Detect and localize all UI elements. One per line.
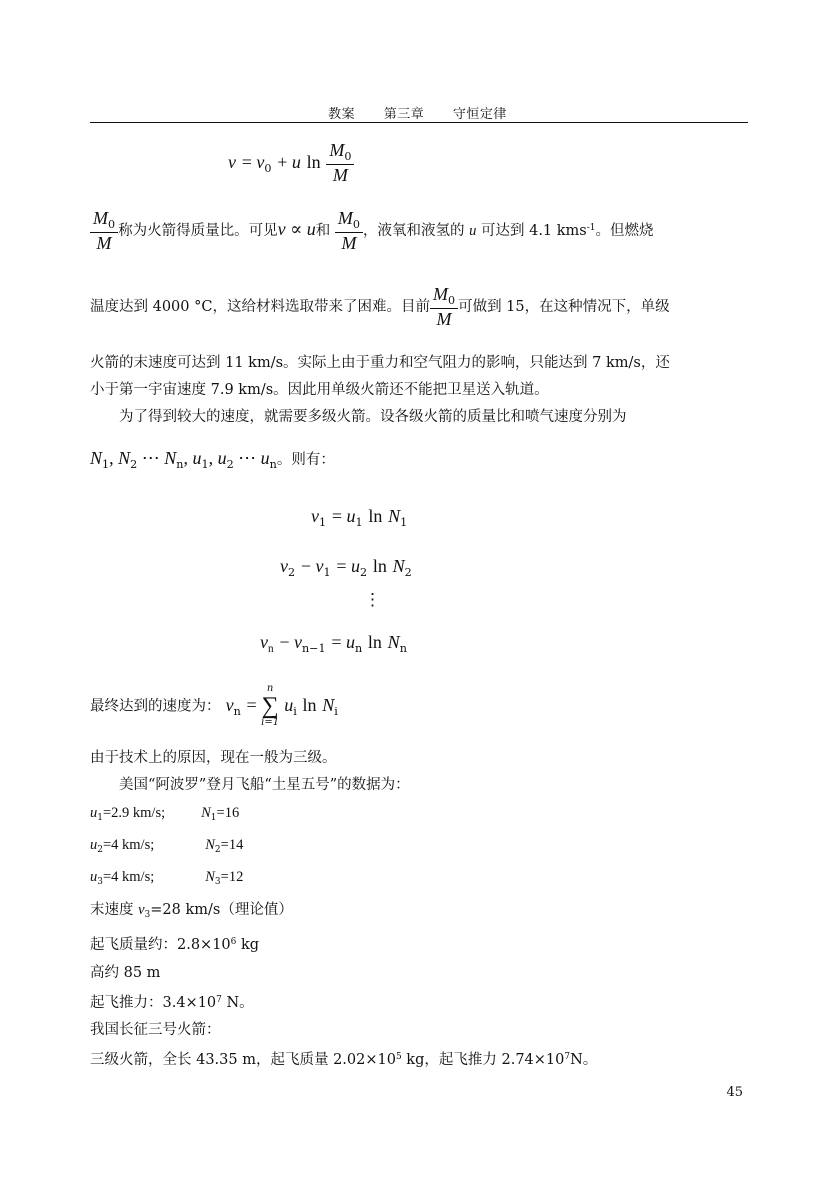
vertical-ellipsis: ⋮ [364, 590, 381, 610]
page-number: 45 [726, 1085, 743, 1100]
apollo-data-block [90, 745, 597, 1075]
data-row: $u_3=4$ km/s; $N_3=12$ [90, 869, 244, 888]
equation-stage-2: $v_2 - v_1 = u_2$ $\ln N_2$ [280, 556, 412, 579]
variables-line: $N_1$, $N_2$ ⋯ $N_n$, $u_1$, $u_2$ ⋯ $u_n$。则有： [90, 448, 335, 471]
text-line: 起飞质量约：$2.8\times 10^6$ kg [90, 937, 260, 954]
text-line: 末速度 $v_3=28$ km/s（理论值） [90, 901, 293, 921]
running-header [0, 103, 835, 122]
mass-ratio-fraction: $\frac{M_0}{M}$ [326, 140, 354, 186]
equation-main: $v = v_0 + u$ ln $\frac{M_0}{M}$ [228, 140, 354, 186]
text-line: 由于技术上的原因，现在一般为三级。 [90, 750, 337, 766]
text-line: 我国长征三号火箭： [90, 1022, 221, 1039]
text-line: 三级火箭，全长 43.35 m，起飞质量 $2.02\times 10^5$ kg，起飞推力 $2.74\times 10^7N$。 [90, 1052, 598, 1069]
text-line: 小于第一宇宙速度 7.9 km/s。因此用单级火箭还不能把卫星送入轨道。 [90, 382, 549, 398]
text-line: 高约 85 m [90, 964, 161, 981]
text-line: 为了得到较大的速度，就需要多级火箭。设各级火箭的质量比和喷气速度分别为 [119, 409, 627, 425]
text-line: 美国“阿波罗”登月飞船“土星五号”的数据为： [119, 777, 410, 794]
text-line-mass-ratio: $\frac{M_0}{M}$ 称为火箭得质量比。可见v ∝ u和 $\frac{M_0}{M}$ ，液氧和液氢的 u 可达到 4.1 kms$^{-1}$。但燃烧 [90, 208, 654, 254]
header-right: 守恒定律 [452, 107, 507, 122]
data-row: $u_2=4$ km/s; $N_2=14$ [90, 837, 244, 856]
text-line-temperature: 温度达到 4000 °C，这给材料选取带来了困难。目前 $\frac{M_0}{M}$ 可做到 15，在这种情况下，单级 [90, 284, 670, 329]
data-row: $u_1=2.9$ km/s; $N_1=16$ [90, 804, 240, 823]
header-middle: 第三章 [383, 107, 425, 122]
header-rule [90, 122, 748, 123]
equation-final-velocity: 最终达到的速度为： $v_n$ = n ∑ i=1 $u_i$ $\ln N_i$ [90, 683, 338, 728]
header-left: 教案 [328, 107, 356, 122]
summation-symbol: n ∑ i=1 [261, 683, 280, 728]
text-line: 火箭的末速度可达到 11 km/s。实际上由于重力和空气阻力的影响，只能达到 7 km/s，还 [90, 355, 670, 371]
equation-stage-1: $v_1 = u_1$ $\ln N_1$ [311, 506, 408, 529]
text-line: 起飞推力：$3.4\times 10^7$ N。 [90, 994, 254, 1011]
equation-stage-n: $v_n - v_{n-1} = u_n$ $\ln N_n$ [260, 632, 407, 655]
paragraph-block [90, 350, 670, 431]
